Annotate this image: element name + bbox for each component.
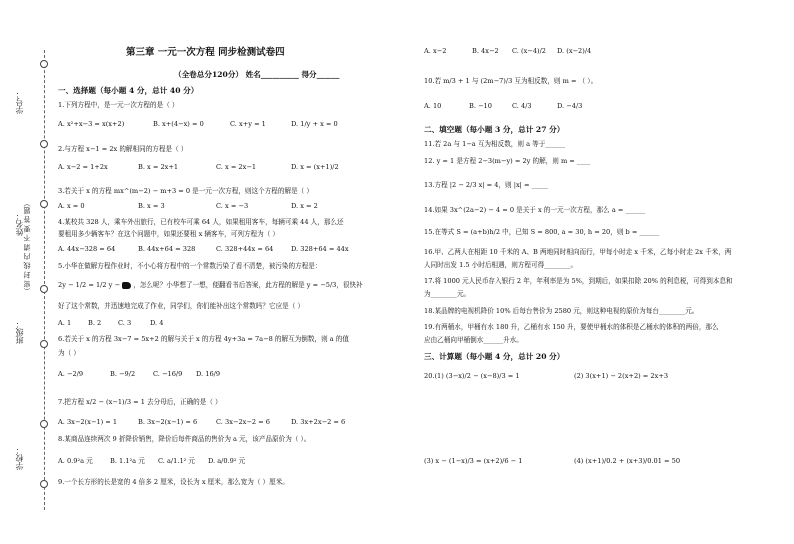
section-fill: 二、填空题（每小题 3 分，总计 27 分） <box>424 125 565 134</box>
question-10: 10.若 m/3 + 1 与 (2m−7)/3 互为相反数，则 m = （ ）。 <box>424 77 598 85</box>
option: D. 3x+2x−2 = 6 <box>291 418 346 426</box>
q5-equation-left: 2y − 1/2 = 1/2 y − <box>58 281 121 289</box>
question-4-line1: 4.某校共 328 人，乘车外出旅行，已有校车可乘 64 人，如果租用客车，每辆可乘 44 人，那么还 <box>58 218 344 226</box>
question-9: 9.一个长方形的长是宽的 4 倍多 2 厘米，设长为 x 厘米，那么宽为（ ）厘米。 <box>58 478 289 486</box>
question-20-4: (4) (x+1)/0.2 + (x+3)/0.01 = 50 <box>574 457 681 465</box>
option: D. x = 2 <box>291 202 318 210</box>
option: C. (x−4)/2 <box>512 47 547 55</box>
hole-mark <box>40 140 48 148</box>
option: C. −16/9 <box>153 370 183 378</box>
gutter-label-class: 班级： <box>15 320 24 344</box>
hole-mark <box>40 340 48 348</box>
gutter-label-id: 学号： <box>15 90 24 114</box>
section-compute: 三、计算题（每小题 4 分，总计 20 分） <box>424 352 565 361</box>
option: B. 3x−2(x−1) = 6 <box>138 418 198 426</box>
question-12: 12. y = 1 是方程 2−3(m−y) = 2y 的解，则 m = ____ <box>424 157 591 165</box>
hole-mark <box>40 285 48 293</box>
option: C. 3 <box>118 319 132 327</box>
gutter-seal-note: （密 封 线 内 请 不 要 答 题） <box>23 200 31 295</box>
option: A. 10 <box>424 102 442 110</box>
question-17-line1: 17.将 1000 元人民币存入银行 2 年，年利率是为 5%，到期后，如果扣除 20% 的利息税，可得到本息和 <box>424 277 733 285</box>
question-4-line2: 要租用多少辆客车？在这个问题中，如果还要租 x 辆客车，可列方程为（ ） <box>58 230 280 238</box>
option: D. a/0.9² 元 <box>208 457 246 465</box>
option: C. x+y = 1 <box>230 120 266 128</box>
question-20-1: 20.(1) (3−x)/2 − (x−8)/3 = 1 <box>424 372 520 380</box>
option: B. −9/2 <box>110 370 136 378</box>
option: B. 1.1²a 元 <box>110 457 145 465</box>
option: B. 44x+64 = 328 <box>138 245 196 253</box>
option: C. x = 2x−1 <box>216 163 257 171</box>
ink-blot-icon <box>122 282 131 289</box>
question-2: 2.与方程 x−1 = 2x 的解相同的方程是（ ） <box>58 145 188 153</box>
option: D. −4/3 <box>557 102 583 110</box>
option: A. x−2 <box>424 47 447 55</box>
option: A. 1 <box>58 319 72 327</box>
option: A. x = 0 <box>58 202 85 210</box>
option: A. x−2 = 1+2x <box>58 163 108 171</box>
question-5-line1: 5.小华在做解方程作业时，不小心将方程中的一个常数污染了看不清楚，被污染的方程是： <box>58 262 322 270</box>
question-5-line2 <box>58 281 363 289</box>
option: D. 4 <box>150 319 164 327</box>
option: D. 1/y + x = 0 <box>291 120 338 128</box>
hole-mark <box>40 480 48 488</box>
question-3: 3.若关于 x 的方程 mx^(m−2) − m+3 = 0 是一元一次方程，则这个方程的解是（ ） <box>58 187 313 195</box>
option: B. x+(4−x) = 0 <box>153 120 204 128</box>
option: A. 44x−328 = 64 <box>58 245 116 253</box>
option: D. (x−2)/4 <box>557 47 592 55</box>
question-6-line1: 6.若关于 x 的方程 3x−7 = 5x+2 的解与关于 x 的方程 4y+3a = 7a−8 的解互为倒数，则 a 的值 <box>58 335 349 343</box>
option: D. 16/9 <box>196 370 221 378</box>
question-19-line2: 应由乙桶向甲桶倒水______升水。 <box>424 336 523 344</box>
question-15: 15.在等式 S = (a+b)h/2 中，已知 S = 800, a = 30, h = 20，则 b = ______ <box>424 228 660 236</box>
left-column <box>58 0 418 544</box>
binding-gutter <box>0 0 60 544</box>
exam-title: 第三章 一元一次方程 同步检测试卷四 <box>126 47 285 58</box>
question-11: 11.若 2a 与 1−a 互为相反数，则 a 等于______ <box>424 140 566 148</box>
hole-mark <box>40 60 48 68</box>
option: C. a/1.1² 元 <box>158 457 195 465</box>
question-17-line2: 为________元。 <box>424 290 471 298</box>
right-column <box>424 0 786 544</box>
option: D. 328+64 = 44x <box>291 245 349 253</box>
option: B. x = 3 <box>138 202 165 210</box>
option: A. −2/9 <box>58 370 84 378</box>
question-16-line2: 人同时出发 1.5 小时后相遇，则方程可得________。 <box>424 261 578 269</box>
gutter-label-school: 学校： <box>15 446 24 470</box>
question-7: 7.把方程 x/2 − (x−1)/3 = 1 去分母后，正确的是（ ） <box>58 398 222 406</box>
question-1: 1.下列方程中，是一元一次方程的是（ ） <box>58 101 179 109</box>
question-14: 14.如果 3x^(2a−2) − 4 = 0 是关于 x 的一元一次方程，那么 a = ______ <box>424 206 646 214</box>
option: A. 3x−2(x−1) = 1 <box>58 418 118 426</box>
option: C. x = −3 <box>216 202 249 210</box>
option: C. 4/3 <box>512 102 532 110</box>
question-18: 18.某品牌的电视机降价 10% 后每台售价为 2580 元，则这种电视的原价为每台________元。 <box>424 307 699 315</box>
question-8: 8.某商品连续两次 9 折降价销售，降价后每件商品的售价为 a 元，该产品原价为（ ）。 <box>58 435 311 443</box>
option: A. x²+x−3 = x(x+2) <box>58 120 125 128</box>
question-5-line3: 好了这个常数，并迅速地完成了作业，同学们，你们能补出这个常数吗？它应是（ ） <box>58 302 305 310</box>
option: B. 2 <box>88 319 102 327</box>
gutter-label-name: 姓名： <box>15 212 24 236</box>
option: A. 0.9²a 元 <box>58 457 93 465</box>
q5-equation-right: ，怎么呢？小华想了一想，便翻看书后答案，此方程的解是 y = −5/3，很快补 <box>133 281 363 289</box>
option: B. 4x−2 <box>472 47 499 55</box>
seal-line <box>44 50 45 510</box>
question-6-line2: 为（ ） <box>58 349 80 357</box>
option: D. x = (x+1)/2 <box>291 163 339 171</box>
section-choice: 一、选择题（每小题 4 分，总计 40 分） <box>58 86 199 95</box>
option: C. 328+44x = 64 <box>216 245 274 253</box>
option: B. −10 <box>469 102 492 110</box>
exam-subtitle: （全卷总分120分） 姓名__________ 得分______ <box>174 70 340 79</box>
question-20-2: (2) 3(x+1) − 2(x+2) = 2x+3 <box>574 372 669 380</box>
question-16-line1: 16.甲、乙两人在相距 10 千米的 A、B 两地同时相向而行，甲每小时走 x 千米，乙每小时走 2x 千米，两 <box>424 248 732 256</box>
question-20-3: (3) x − (1−x)/3 = (x+2)/6 − 1 <box>424 457 523 465</box>
option: C. 3x−2x−2 = 6 <box>216 418 270 426</box>
question-19-line1: 19.有两桶水，甲桶有水 180 升，乙桶有水 150 升，要使甲桶水的体积是乙桶水的体积的两倍，那么 <box>424 323 719 331</box>
hole-mark <box>40 200 48 208</box>
hole-mark <box>40 420 48 428</box>
option: B. x = 2x+1 <box>138 163 179 171</box>
question-13: 13.方程 |2 − 2/3 x| = 4，则 |x| = _____ <box>424 181 549 189</box>
